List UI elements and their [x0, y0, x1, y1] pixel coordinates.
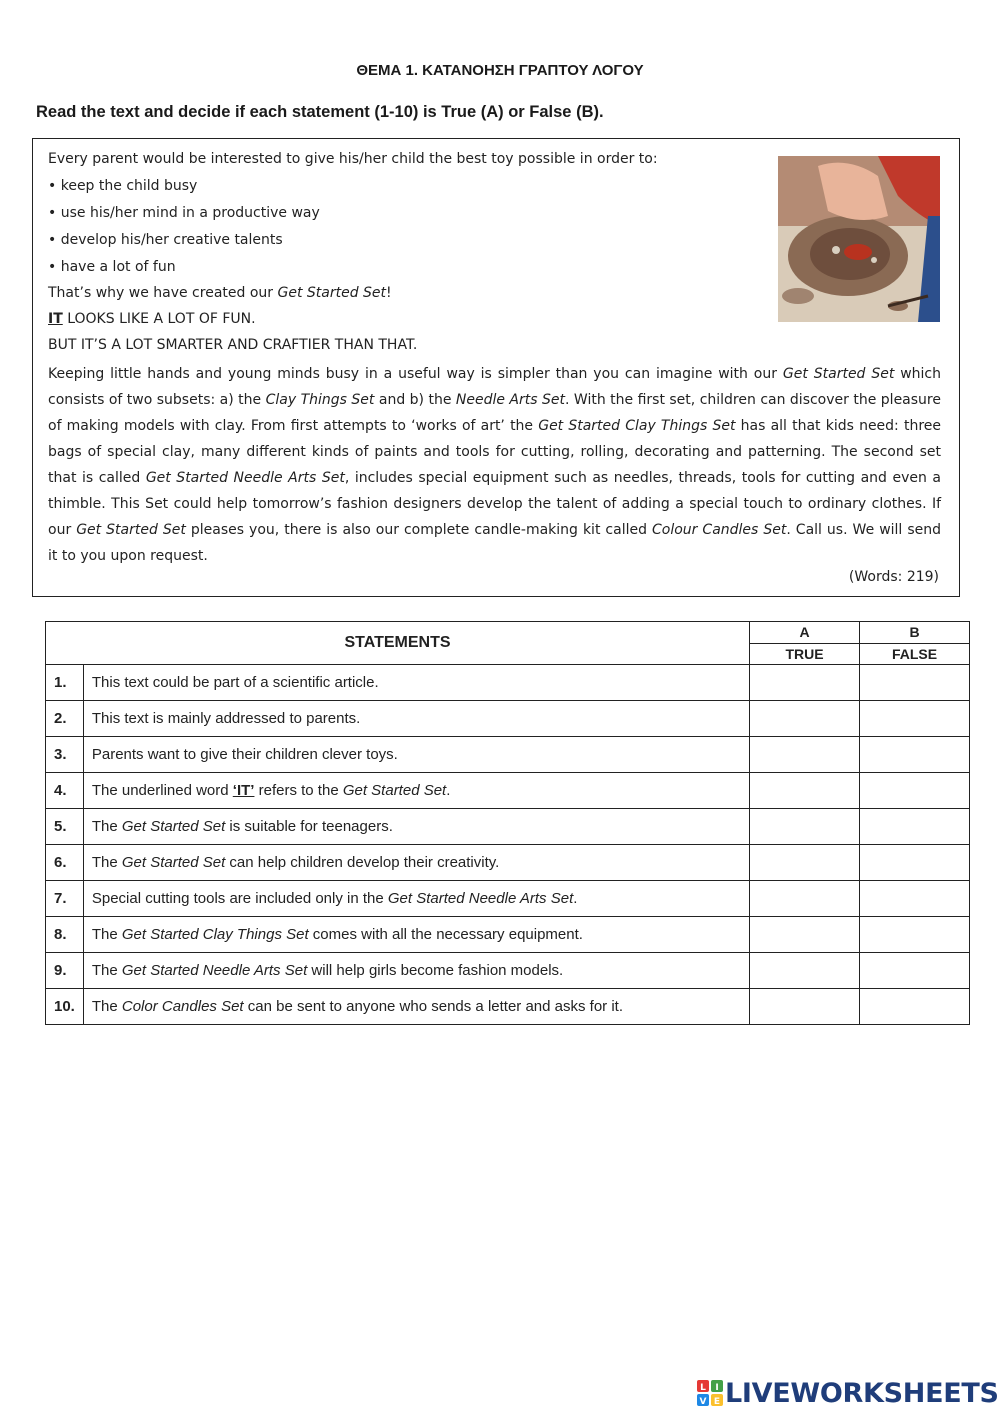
table-row	[46, 665, 970, 701]
clay-photo-illustration	[778, 156, 940, 322]
statement-part: This text is mainly addressed to parents.	[91, 710, 361, 727]
answer-true-cell[interactable]	[750, 737, 860, 773]
statement-text	[83, 881, 749, 917]
statement-part: will help girls become fashion models.	[307, 962, 564, 979]
statement-text	[83, 665, 749, 701]
word-count: (Words: 219)	[848, 569, 939, 585]
true-header: TRUE	[750, 643, 860, 665]
statement-part: can help children develop their creativity.	[225, 854, 500, 871]
statement-part: can be sent to anyone who sends a letter and asks for it.	[243, 998, 624, 1015]
table-row	[46, 845, 970, 881]
set-name: Get Started Needle Arts Set	[145, 470, 345, 486]
statement-number: 2.	[46, 701, 84, 737]
bullet-text: develop his/her creative talents	[60, 232, 283, 248]
statement-part: Get Started Needle Arts Set	[387, 890, 574, 907]
statement-part: refers to the	[254, 782, 343, 799]
logo-letter: V	[699, 1397, 707, 1406]
statement-part: ‘IT’	[232, 782, 255, 799]
statement-text	[83, 845, 749, 881]
logo-text: LIVEWORKSHEETS	[725, 1377, 999, 1409]
page-title: ΘΕΜΑ 1. ΚΑΤΑΝΟΗΣΗ ΓΡΑΠΤΟΥ ΛΟΓΟΥ	[356, 62, 644, 79]
clay-photo	[778, 156, 940, 322]
statement-number: 8.	[46, 917, 84, 953]
body-text: has all that kids need: three bags of special clay, many different kinds of paints and tools for cutting, rolling, decorating and patterning. The second set that is called	[48, 418, 941, 486]
set-name: Get Started Set	[277, 285, 387, 301]
table-row	[46, 917, 970, 953]
statement-part: Special cutting tools are included only in the	[91, 890, 388, 907]
answer-true-cell[interactable]	[750, 665, 860, 701]
body-text: , includes special equipment such as needles, threads, tools for cutting and even a thimble. This Set could help tomorrow’s fashion designers develop the talent of adding a special touch to ordinary clothes. If our	[48, 470, 941, 538]
answer-false-cell[interactable]	[860, 737, 970, 773]
set-name: Colour Candles Set	[652, 522, 787, 538]
statement-text	[83, 989, 749, 1025]
statement-text	[83, 737, 749, 773]
statement-part: comes with all the necessary equipment.	[308, 926, 583, 943]
answer-true-cell[interactable]	[750, 809, 860, 845]
body-text: . With the first set, children can discover the pleasure of making models with clay. From first attempts to ‘works of art’ the	[48, 392, 941, 434]
logo-mark	[697, 1380, 723, 1406]
underlined-it: IT	[48, 311, 63, 327]
answer-false-cell[interactable]	[860, 881, 970, 917]
set-name: Get Started Clay Things Set	[538, 418, 736, 434]
bullet-item: • use his/her mind in a productive way	[48, 205, 320, 221]
statement-part: Get Started Set	[121, 818, 226, 835]
passage-body	[48, 361, 941, 569]
created-line	[48, 285, 392, 301]
statement-part: The	[91, 962, 122, 979]
logo-letter: E	[713, 1397, 721, 1406]
bullet-item: • develop his/her creative talents	[48, 232, 283, 248]
bullet-text: keep the child busy	[60, 178, 198, 194]
body-text: pleases you, there is also our complete candle-making kit called	[185, 522, 652, 538]
set-name: Clay Things Set	[265, 392, 375, 408]
answer-true-cell[interactable]	[750, 773, 860, 809]
statement-text	[83, 809, 749, 845]
statement-part: The underlined word	[91, 782, 233, 799]
statement-number: 1.	[46, 665, 84, 701]
set-name: Get Started Set	[76, 522, 186, 538]
created-end: !	[386, 285, 392, 301]
bullet-text: have a lot of fun	[60, 259, 176, 275]
it-rest: LOOKS LIKE A LOT OF FUN.	[62, 311, 256, 327]
set-name: Get Started Set	[782, 366, 895, 382]
answer-false-cell[interactable]	[860, 809, 970, 845]
statement-number: 9.	[46, 953, 84, 989]
answer-true-cell[interactable]	[750, 917, 860, 953]
answer-false-cell[interactable]	[860, 953, 970, 989]
bullet-item: • keep the child busy	[48, 178, 198, 194]
statements-header: STATEMENTS	[46, 622, 750, 665]
bullet-item: • have a lot of fun	[48, 259, 176, 275]
body-text: Keeping little hands and young minds busy in a useful way is simpler than you can imagine with our	[48, 366, 783, 382]
column-b-header: B	[860, 622, 970, 644]
answer-false-cell[interactable]	[860, 773, 970, 809]
bullet-text: use his/her mind in a productive way	[60, 205, 320, 221]
statement-number: 7.	[46, 881, 84, 917]
statement-part: This text could be part of a scientific article.	[91, 674, 379, 691]
set-name: Needle Arts Set	[455, 392, 565, 408]
body-text: . Call us. We will send it to you upon request.	[48, 522, 941, 564]
table-row	[46, 773, 970, 809]
statement-part: Parents want to give their children clever toys.	[91, 746, 398, 763]
statement-number: 3.	[46, 737, 84, 773]
instructions: Read the text and decide if each statement (1-10) is True (A) or False (B).	[36, 103, 604, 121]
liveworksheets-logo	[697, 1376, 999, 1410]
statement-part: Color Candles Set	[121, 998, 244, 1015]
column-a-header: A	[750, 622, 860, 644]
table-row	[46, 953, 970, 989]
answer-false-cell[interactable]	[860, 665, 970, 701]
statement-part: The	[91, 854, 122, 871]
table-row	[46, 989, 970, 1025]
logo-letter: L	[700, 1383, 706, 1393]
body-text: which consists of two subsets: a) the	[48, 366, 942, 408]
answer-false-cell[interactable]	[860, 917, 970, 953]
statement-part: The	[91, 818, 122, 835]
table-row	[46, 881, 970, 917]
answer-false-cell[interactable]	[860, 845, 970, 881]
statement-text	[83, 953, 749, 989]
statement-part: .	[573, 890, 578, 907]
statements-table	[45, 621, 970, 1025]
answer-false-cell[interactable]	[860, 989, 970, 1025]
answer-false-cell[interactable]	[860, 701, 970, 737]
statement-part: Get Started Clay Things Set	[121, 926, 309, 943]
statement-part: The	[91, 998, 122, 1015]
statement-part: Get Started Set	[121, 854, 226, 871]
statement-part: Get Started Set	[342, 782, 447, 799]
table-row	[46, 737, 970, 773]
answer-true-cell[interactable]	[750, 989, 860, 1025]
smarter-line: BUT IT’S A LOT SMARTER AND CRAFTIER THAN THAT.	[48, 337, 418, 353]
statement-part: The	[91, 926, 122, 943]
statement-number: 10.	[46, 989, 84, 1025]
statement-number: 6.	[46, 845, 84, 881]
statement-text	[83, 701, 749, 737]
passage-intro: Every parent would be interested to give his/her child the best toy possible in order to:	[48, 151, 658, 167]
reading-passage	[32, 138, 960, 597]
table-row	[46, 809, 970, 845]
table-row	[46, 701, 970, 737]
logo-letter: I	[715, 1383, 719, 1393]
statement-part: Get Started Needle Arts Set	[121, 962, 308, 979]
table-header-row	[46, 622, 970, 644]
answer-true-cell[interactable]	[750, 953, 860, 989]
answer-true-cell[interactable]	[750, 701, 860, 737]
statement-part: is suitable for teenagers.	[225, 818, 393, 835]
statement-number: 4.	[46, 773, 84, 809]
created-text: That’s why we have created our	[48, 285, 278, 301]
statement-text	[83, 773, 749, 809]
answer-true-cell[interactable]	[750, 881, 860, 917]
answer-true-cell[interactable]	[750, 845, 860, 881]
statement-part: .	[446, 782, 451, 799]
statement-number: 5.	[46, 809, 84, 845]
body-text: and b) the	[374, 392, 456, 408]
statement-text	[83, 917, 749, 953]
false-header: FALSE	[860, 643, 970, 665]
it-line	[48, 311, 256, 327]
